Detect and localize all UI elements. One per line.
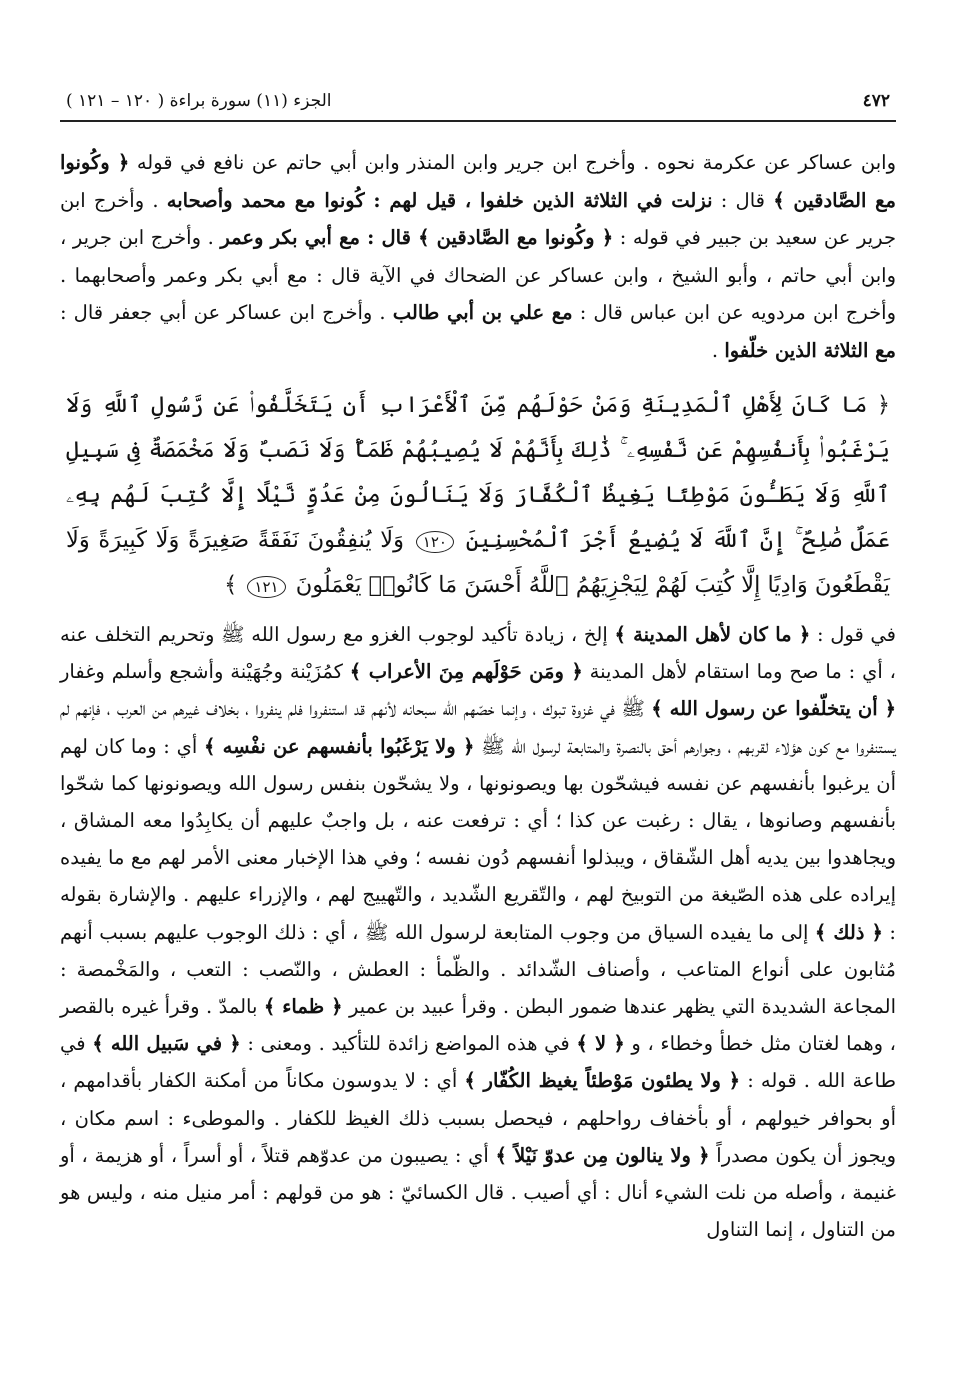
commentary-paragraph	[60, 616, 896, 1248]
bold-quote: ﴿ في سَبيل الله ﴾	[92, 1032, 241, 1056]
bold-quote: ﴿ ذلك ﴾	[814, 920, 883, 944]
bold-quote: ﴿ لا ﴾	[576, 1032, 625, 1056]
running-header	[60, 86, 896, 122]
page-number: ٤٧٢	[862, 91, 890, 111]
commentary-text: ﷺ في غزوة تبوك ، وإنما خصّهم الله سبحانه لأنهم قد استنفروا فلم ينفروا ، بخلاف غيرهم من العرب ، فإنهم لم يستنفروا مع كون هؤلاء لقربهم ، وجوارهم أحق بالنصرة والمتابعة لرسول الله ﷺ	[60, 697, 896, 758]
commentary-text: في طاعة الله . قوله :	[60, 1032, 896, 1093]
intro-text: . وأخرج ابن جرير ، وابن أبي حاتم ، وأبو الشيخ ، وابن عساكر عن الضحاك في الآية قال : مع أبي بكر وعمر وأصحابهما . وأخرج ابن مردويه عن ابن عباس قال :	[60, 226, 897, 324]
bold-quote: ﴿ ظماء ﴾	[263, 995, 343, 1019]
commentary-text: أي : وما كان لهم أن يرغبوا بأنفسهم عن نفسه فيشحّون بها ويصونونها ، ولا يشحّون بنفس رسول الله ويصونونها كما شحّوا بأنفسهم وصانوها ، يقال : رغبت عن كذا ؛ أي : ترفعت عنه ، بل واجبٌ عليهم أن يكابِدُوا معه المشاق ، ويجاهدوا بين يديه أهل الشّقاق ، ويبذلوا أنفسهم دُون نفسه ؛ وفي هذا الإخبار معنى الأمر لهم مع ما يفيده إيراده على هذه الصّيغة من التوبيخ لهم ، والتّقريع الشّديد ، والتّهييج لهم ، والإزراء عليهم . والإشارة بقوله :	[60, 734, 896, 944]
bold-quote: نزلت في الثلاثة الذين خلفوا ، قيل لهم : كُونوا مع محمد وأصحابه	[166, 188, 713, 212]
verse-121-text: وَلَا يُنفِقُونَ نَفَقَةً صَغِيرَةً وَلَا كَبِيرَةً وَلَا يَقْطَعُونَ وَادِيًا إِلَّا كُتِبَ لَهُمْ لِيَجْزِيَهُمُ ٱللَّهُ أَحْسَنَ مَا كَانُوا۟ يَعْمَلُونَ	[66, 527, 890, 598]
commentary-text: في هذه المواضع زائدة للتأكيد . ومعنى :	[247, 1032, 570, 1056]
intro-text: قال :	[720, 188, 765, 212]
bold-quote: ﴿ ومَن حَوْلَهم مِنَ الأعراب ﴾	[349, 660, 583, 684]
bold-quote: ﴿ ولا يَرْغَبُوا بأنفسهم عن نفْسِه ﴾	[203, 734, 475, 758]
commentary-text: أي : يصيبون من عدوّهم قتلاً ، أو أسراً ، أو هزيمة ، أو غنيمة ، وأصله من نلت الشيء أنال : أي أصيب . قال الكسائيّ : هو من قولهم : أمر منيل منه ، وليس هو من التناول ، إنما التناول	[60, 1143, 896, 1242]
header-title: الجزء (١١) سورة براءة ( ١٢٠ – ١٢١ )	[66, 91, 332, 111]
bold-quote: ﴿ أن يتخلّفوا عن رسول الله ﴾	[651, 697, 897, 721]
commentary-text: بالمدّ . وقرأ غيره بالقصر ، وهما لغتان مثل خطأ وخطاء ، و	[60, 995, 896, 1056]
bold-quote: مع الثلاثة الذين خلّفوا	[724, 338, 896, 362]
verse-open-bracket: ﴿	[876, 392, 890, 418]
ayah-number-marker: ١٢١	[247, 576, 285, 598]
intro-paragraph	[60, 144, 896, 369]
intro-text: وابن عساكر عن عكرمة نحوه . وأخرج ابن جرير وابن المنذر وابن أبي حاتم عن نافع في قوله	[136, 151, 896, 174]
intro-text: . وأخرج ابن جرير عن سعيد بن جبير في قوله :	[60, 188, 896, 249]
intro-text: . وأخرج ابن عساكر عن أبي جعفر قال :	[60, 301, 386, 324]
bold-quote: ﴿ وكُونوا مع الصَّادقين ﴾ قال : مع أبي بكر وعمر	[220, 226, 614, 249]
commentary-text: كمُزَيْنة وجُهَيْنة وأشجع وأسلم وغفار	[60, 660, 343, 684]
verse-120-text: مَا كَانَ لِأَهْلِ ٱلْمَدِينَةِ وَمَنْ حَوْلَهُم مِّنَ ٱلْأَعْرَابِ أَن يَتَخَلَّفُوا۟ عَن رَّسُولِ ٱللَّهِ وَلَا يَرْغَبُوا۟ بِأَنفُسِهِمْ عَن نَّفْسِهِۦ ۚ ذَٰلِكَ بِأَنَّهُمْ لَا يُصِيبُهُمْ ظَمَأٌ وَلَا نَصَبٌ وَلَا مَخْمَصَةٌ فِى سَبِيلِ ٱللَّهِ وَلَا يَطَـُٔونَ مَوْطِئًا يَغِيظُ ٱلْكُفَّارَ وَلَا يَنَالُونَ مِنْ عَدُوٍّ نَّيْلًا إِلَّا كُتِبَ لَهُم بِهِۦ عَمَلٌ صَٰلِحٌ ۚ إِنَّ ٱللَّهَ لَا يُضِيعُ أَجْرَ ٱلْمُحْسِنِينَ	[66, 392, 891, 553]
ayah-number-marker: ١٢٠	[416, 531, 454, 553]
bold-quote: ﴿ ما كان لأهل المدينة ﴾	[614, 623, 811, 646]
commentary-text: إلى ما يفيده السياق من وجوب المتابعة لرسول الله ﷺ ، أي : ذلك الوجوب عليهم بسبب أنهم مُثابون على أنواع المتاعب ، وأصناف الشّدائد . والظّمأ : العطش ، والنّصب : التعب ، والمَخْمصة : المجاعة الشديدة التي يظهر عندها ضمور البطن . وقرأ عبيد بن عمير	[60, 920, 897, 1019]
bold-quote: ﴿ ولا ينالون مِن عدوّ نَيْلاً ﴾	[495, 1143, 710, 1167]
commentary-text: إلخ ، زيادة تأكيد لوجوب الغزو مع رسول الله ﷺ وتحريم التخلف عنه ، أي : ما صح وما استقام لأهل المدينة	[60, 623, 896, 684]
intro-text: .	[711, 338, 719, 362]
bold-quote: ﴿ وكُونوا مع الصَّادقين ﴾	[60, 151, 896, 212]
bold-quote: مع علي بن أبي طالب	[392, 301, 573, 324]
verse-close-bracket: ﴾	[224, 572, 238, 598]
bold-quote: ﴿ ولا يطئون مَوْطئاً يغيظ الكُفّار ﴾	[464, 1069, 741, 1093]
commentary-text: أي : لا يدوسون مكاناً من أمكنة الكفار بأقدامهم ، أو بحوافر خيولهم ، أو بأخفاف رواحلهم ، فيحصل بسبب ذلك الغيظ للكفار . والموطىء : اسم مكان ، ويجوز أن يكون مصدراً	[60, 1069, 896, 1167]
commentary-text: في قول :	[816, 623, 896, 646]
quran-verse-block	[60, 383, 896, 608]
book-page	[60, 86, 896, 1248]
